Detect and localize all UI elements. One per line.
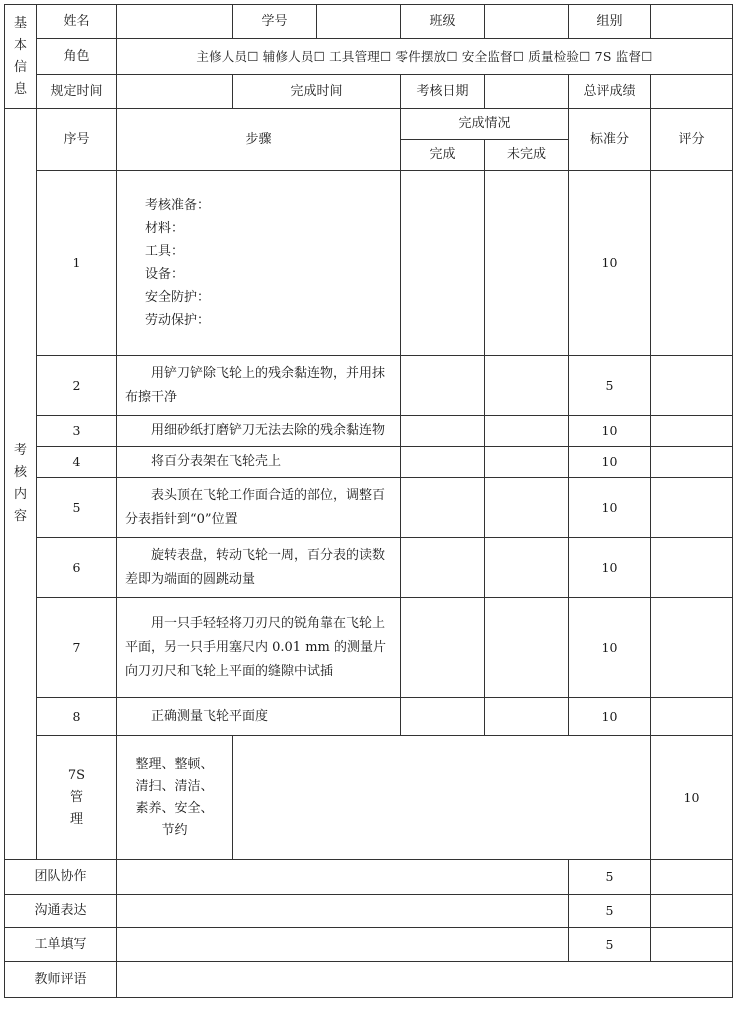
step-no: 4: [37, 447, 117, 478]
step-text: 用铲刀铲除飞轮上的残余黏连物，并用抹布擦干净: [117, 356, 401, 416]
role-label: 角色: [37, 39, 117, 75]
prep-line: 考核准备：: [145, 198, 211, 213]
score-field[interactable]: [651, 478, 733, 538]
score-field[interactable]: [651, 895, 733, 928]
step-no: 7: [37, 598, 117, 698]
step-text: 用细砂纸打磨铲刀无法去除的残余黏连物: [117, 416, 401, 447]
extra-row-teamwork: [5, 860, 733, 895]
done-checkbox-cell[interactable]: [401, 447, 485, 478]
standard-score: 10: [569, 698, 651, 736]
score-field[interactable]: [651, 860, 733, 895]
step-row-6: [5, 538, 733, 598]
standard-score: 5: [569, 356, 651, 416]
undone-checkbox-cell[interactable]: [485, 356, 569, 416]
step-row-1: [5, 171, 733, 356]
teacher-comment-row: [5, 962, 733, 998]
step-no: 1: [37, 171, 117, 356]
step-no: 2: [37, 356, 117, 416]
col-done-header: 完成: [401, 140, 485, 171]
standard-score: 10: [569, 447, 651, 478]
exam-header-row: [5, 109, 733, 140]
step-row-5: [5, 478, 733, 538]
done-checkbox-cell[interactable]: [401, 698, 485, 736]
exam-date-label: 考核日期: [401, 75, 485, 109]
management-items: 整理、整顿、 清扫、清洁、 素养、安全、 节约: [117, 736, 233, 860]
step-row-3: [5, 416, 733, 447]
col-standard-header: 标准分: [569, 109, 651, 171]
step-text: 正确测量飞轮平面度: [117, 698, 401, 736]
col-undone-header: 未完成: [485, 140, 569, 171]
name-field[interactable]: [117, 5, 233, 39]
score-field[interactable]: [651, 698, 733, 736]
step-text: [117, 171, 401, 356]
basic-row-name: [5, 5, 733, 39]
exam-content-section-label: 考 核 内 容: [5, 109, 37, 860]
teacher-comment-label: 教师评语: [5, 962, 117, 998]
step-text: 表头顶在飞轮工作面合适的部位，调整百分表指针到“0”位置: [117, 478, 401, 538]
class-field[interactable]: [485, 5, 569, 39]
basic-info-section-label: 基 本 信 息: [5, 5, 37, 109]
undone-checkbox-cell[interactable]: [485, 698, 569, 736]
score-field[interactable]: [651, 598, 733, 698]
step-no: 5: [37, 478, 117, 538]
col-score-header: 评分: [651, 109, 733, 171]
prep-line: 劳动保护：: [145, 313, 211, 328]
undone-checkbox-cell[interactable]: [485, 478, 569, 538]
prep-line: 材料：: [145, 221, 185, 236]
score-field[interactable]: [651, 447, 733, 478]
prep-line: 工具：: [145, 244, 185, 259]
standard-score: 10: [569, 478, 651, 538]
standard-score: 10: [569, 416, 651, 447]
total-score-field[interactable]: [651, 75, 733, 109]
step-row-2: [5, 356, 733, 416]
step-row-4: [5, 447, 733, 478]
planned-time-field[interactable]: [117, 75, 233, 109]
col-no-header: 序号: [37, 109, 117, 171]
teamwork-label: 团队协作: [5, 860, 117, 895]
standard-score: 5: [569, 895, 651, 928]
score-field[interactable]: [651, 356, 733, 416]
role-options[interactable]: 主修人员☐ 辅修人员☐ 工具管理☐ 零件摆放☐ 安全监督☐ 质量检验☐ 7S 监督☐: [117, 39, 733, 75]
teacher-comment-field[interactable]: [117, 962, 733, 998]
undone-checkbox-cell[interactable]: [485, 598, 569, 698]
finish-time-label: 完成时间: [233, 75, 401, 109]
basic-row-time: [5, 75, 733, 109]
step-row-8: [5, 698, 733, 736]
col-status-header: 完成情况: [401, 109, 569, 140]
standard-score: 5: [569, 860, 651, 895]
planned-time-label: 规定时间: [37, 75, 117, 109]
group-label: 组别: [569, 5, 651, 39]
score-field[interactable]: [651, 538, 733, 598]
step-no: 8: [37, 698, 117, 736]
standard-score: 5: [569, 928, 651, 962]
name-label: 姓名: [37, 5, 117, 39]
done-checkbox-cell[interactable]: [401, 171, 485, 356]
student-id-label: 学号: [233, 5, 317, 39]
class-label: 班级: [401, 5, 485, 39]
step-no: 3: [37, 416, 117, 447]
basic-row-role: [5, 39, 733, 75]
standard-score: 10: [569, 598, 651, 698]
communication-field[interactable]: [117, 895, 569, 928]
total-score-label: 总评成绩: [569, 75, 651, 109]
step-text: 用一只手轻轻将刀刃尺的锐角靠在飞轮上平面，另一只手用塞尺内 0.01 mm 的测量片向刀刃尺和飞轮上平面的缝隙中试插: [117, 598, 401, 698]
teamwork-field[interactable]: [117, 860, 569, 895]
management-section-label: 7S 管 理: [37, 736, 117, 860]
done-checkbox-cell[interactable]: [401, 416, 485, 447]
undone-checkbox-cell[interactable]: [485, 416, 569, 447]
standard-score: 10: [569, 171, 651, 356]
management-row: [5, 736, 733, 860]
undone-checkbox-cell[interactable]: [485, 171, 569, 356]
undone-checkbox-cell[interactable]: [485, 447, 569, 478]
management-content-field[interactable]: [233, 736, 651, 860]
extra-row-worksheet: [5, 928, 733, 962]
group-field[interactable]: [651, 5, 733, 39]
step-no: 6: [37, 538, 117, 598]
assessment-form-table: [4, 4, 733, 998]
standard-score: 10: [651, 736, 733, 860]
col-step-header: 步骤: [117, 109, 401, 171]
worksheet-label: 工单填写: [5, 928, 117, 962]
prep-line: 安全防护：: [145, 290, 211, 305]
worksheet-field[interactable]: [117, 928, 569, 962]
score-field[interactable]: [651, 928, 733, 962]
done-checkbox-cell[interactable]: [401, 356, 485, 416]
score-field[interactable]: [651, 171, 733, 356]
done-checkbox-cell[interactable]: [401, 478, 485, 538]
undone-checkbox-cell[interactable]: [485, 538, 569, 598]
standard-score: 10: [569, 538, 651, 598]
score-field[interactable]: [651, 416, 733, 447]
student-id-field[interactable]: [317, 5, 401, 39]
communication-label: 沟通表达: [5, 895, 117, 928]
exam-date-field[interactable]: [485, 75, 569, 109]
done-checkbox-cell[interactable]: [401, 538, 485, 598]
done-checkbox-cell[interactable]: [401, 598, 485, 698]
step-text: 旋转表盘，转动飞轮一周，百分表的读数差即为端面的圆跳动量: [117, 538, 401, 598]
step-text: 将百分表架在飞轮壳上: [117, 447, 401, 478]
prep-line: 设备：: [145, 267, 185, 282]
step-row-7: [5, 598, 733, 698]
extra-row-communication: [5, 895, 733, 928]
